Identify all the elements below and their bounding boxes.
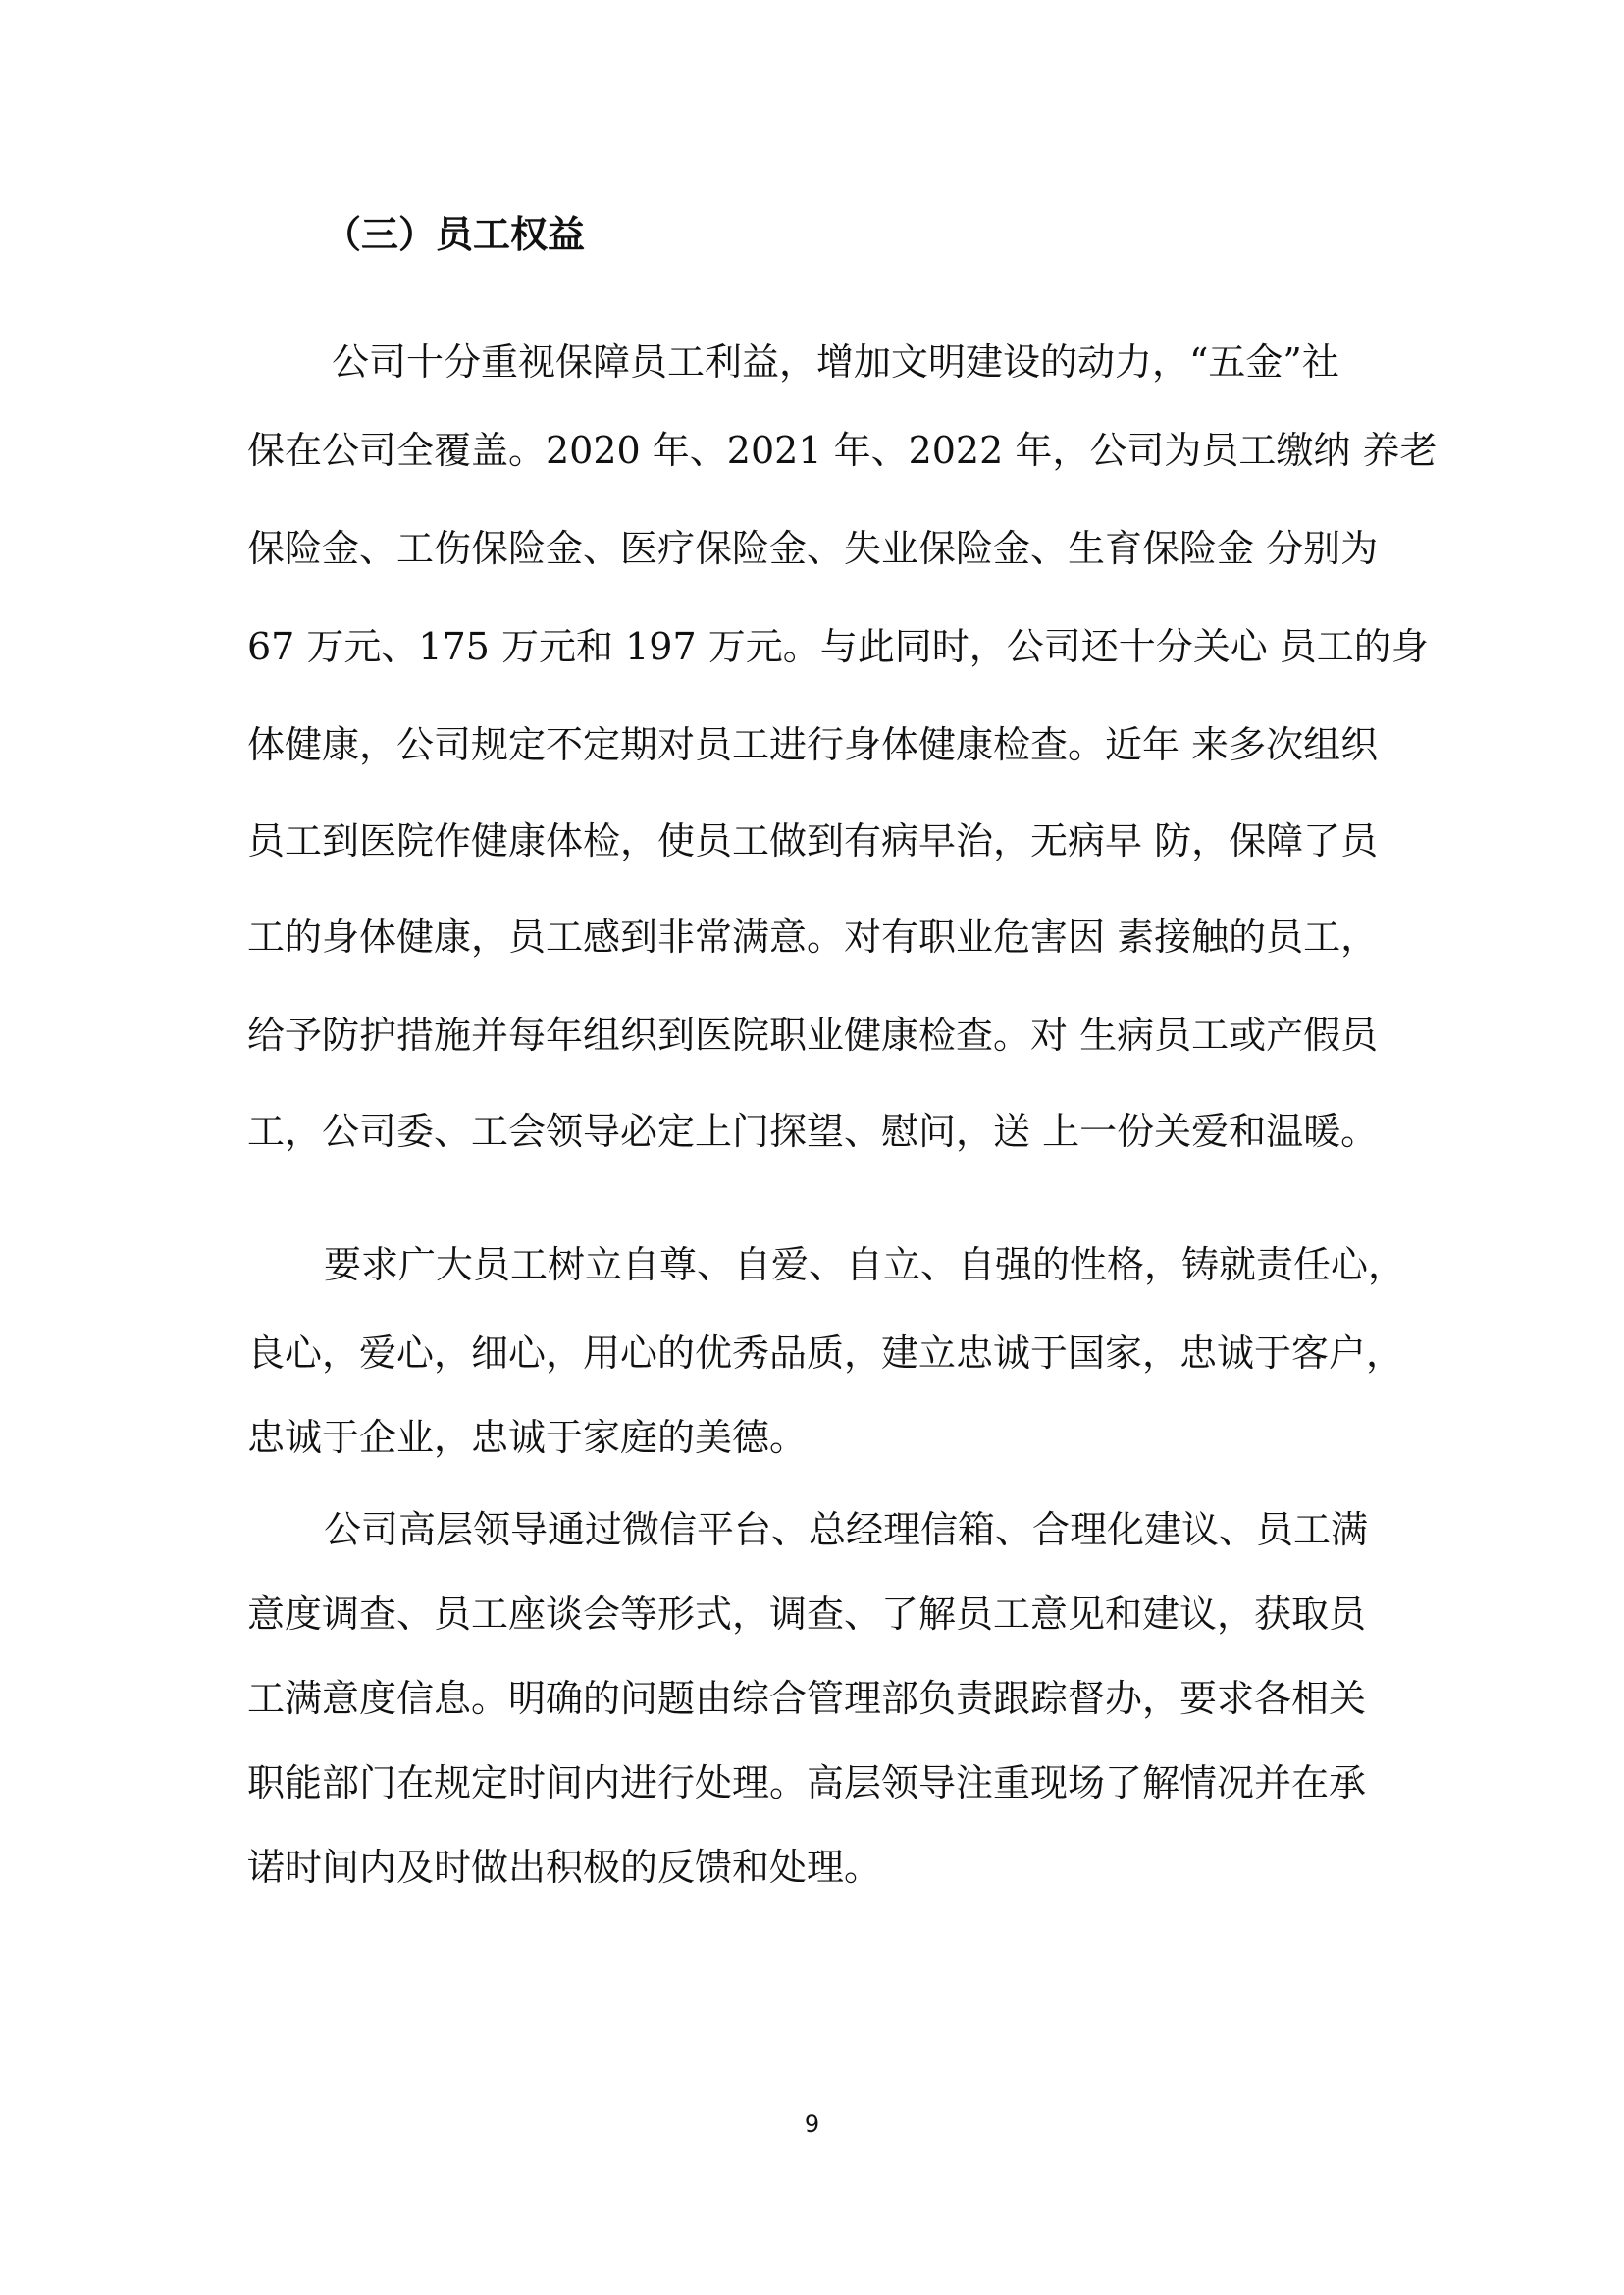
page-number: 9 — [804, 2111, 820, 2138]
paragraph-1-line-7: 工的身体健康，员工感到非常满意。对有职业危害因 素接触的员工， — [247, 915, 1379, 959]
paragraph-1-line-1: 公司十分重视保障员工利益，增加文明建设的动力，“五金”社 — [332, 340, 1339, 384]
paragraph-2-line-3: 忠诚于企业，忠诚于家庭的美德。 — [247, 1416, 808, 1459]
paragraph-1-line-3: 保险金、工伤保险金、医疗保险金、失业保险金、生育保险金 分别为 — [247, 527, 1379, 570]
paragraph-3-line-4: 职能部门在规定时间内进行处理。高层领导注重现场了解情况并在承 — [247, 1761, 1367, 1804]
paragraph-3-line-3: 工满意度信息。明确的问题由综合管理部负责跟踪督办，要求各相关 — [247, 1677, 1367, 1720]
paragraph-1-line-9: 工，公司委、工会领导必定上门探望、慰问，送 上一份关爱和温暖。 — [247, 1110, 1379, 1153]
paragraph-1-line-6: 员工到医院作健康体检，使员工做到有病早治，无病早 防，保障了员 — [247, 819, 1379, 862]
paragraph-1-line-4: 67 万元、175 万元和 197 万元。与此同时，公司还十分关心 员工的身 — [247, 625, 1429, 668]
section-heading: （三）员工权益 — [324, 213, 586, 256]
paragraph-1-line-2: 保在公司全覆盖。2020 年、2021 年、2022 年，公司为员工缴纳 养老 — [247, 429, 1438, 472]
paragraph-3-line-5: 诺时间内及时做出积极的反馈和处理。 — [247, 1846, 882, 1889]
paragraph-2-line-2: 良心，爱心，细心，用心的优秀品质，建立忠诚于国家，忠诚于客户， — [247, 1331, 1404, 1375]
paragraph-1-line-8: 给予防护措施并每年组织到医院职业健康检查。对 生病员工或产假员 — [247, 1014, 1379, 1057]
paragraph-1-line-5: 体健康，公司规定不定期对员工进行身体健康检查。近年 来多次组织 — [247, 723, 1379, 766]
paragraph-2-line-1: 要求广大员工树立自尊、自爱、自立、自强的性格，铸就责任心， — [324, 1243, 1406, 1286]
paragraph-3-line-1: 公司高层领导通过微信平台、总经理信箱、合理化建议、员工满 — [324, 1508, 1369, 1551]
paragraph-3-line-2: 意度调查、员工座谈会等形式，调查、了解员工意见和建议，获取员 — [247, 1592, 1367, 1636]
